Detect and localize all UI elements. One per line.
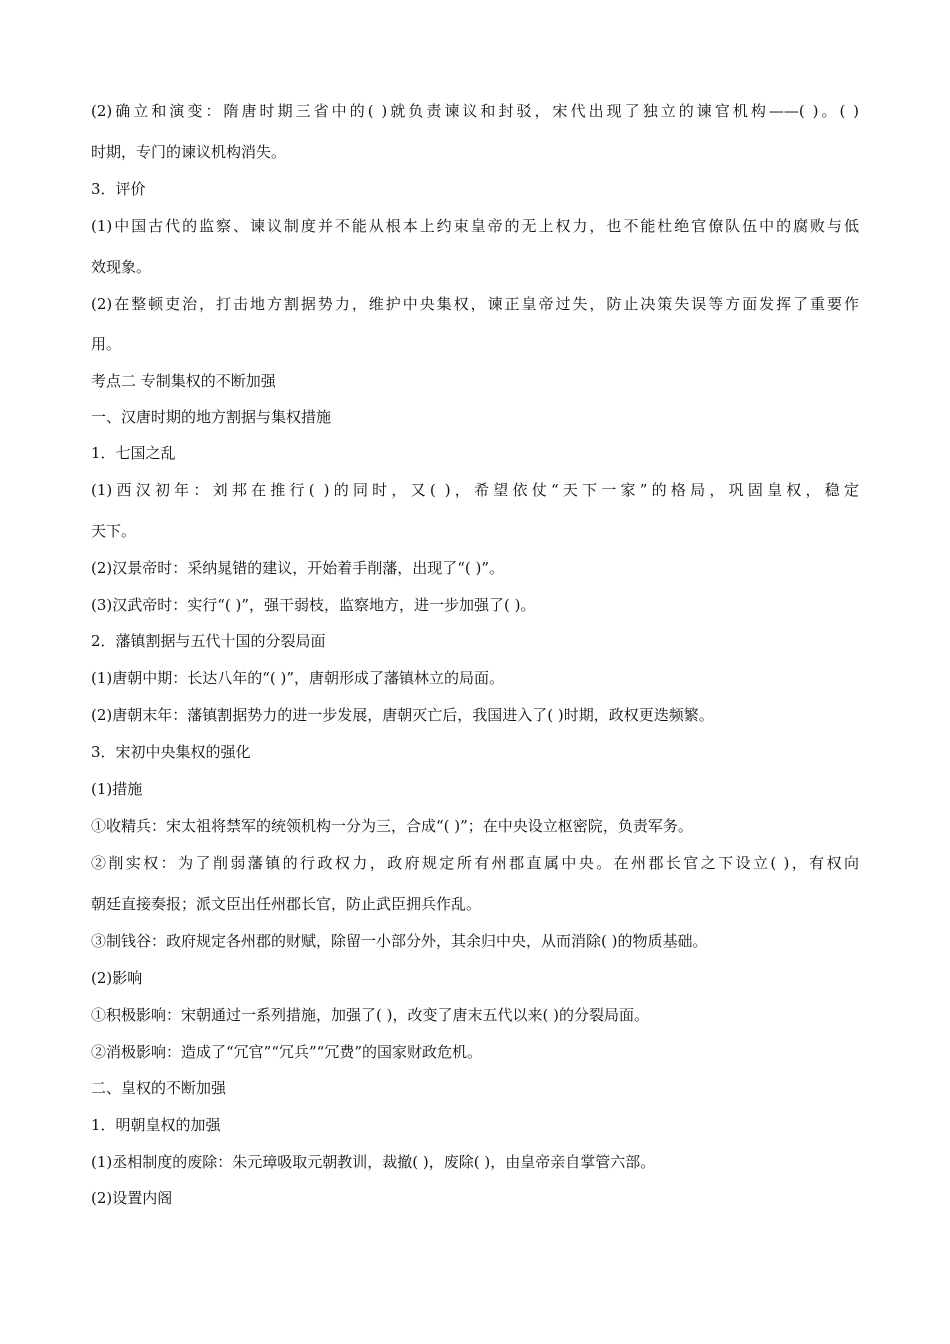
text-line: (1)中国古代的监察、谏议制度并不能从根本上约束皇帝的无上权力，也不能杜绝官僚队伍中的腐败与低	[91, 217, 859, 235]
text-line: 用。	[91, 335, 122, 353]
text-line: ③制钱谷：政府规定各州郡的财赋，除留一小部分外，其余归中央，从而消除( )的物质基础。	[91, 932, 708, 950]
text-line: (1)丞相制度的废除：朱元璋吸取元朝教训，裁撤( )，废除( )，由皇帝亲自掌管六部。	[91, 1153, 656, 1171]
text-line: ②削实权：为了削弱藩镇的行政权力，政府规定所有州郡直属中央。在州郡长官之下设立( )，有权向	[91, 854, 859, 872]
text-line: (1)西汉初年：刘邦在推行( )的同时，又( )，希望依仗“天下一家”的格局，巩固皇权，稳定	[91, 481, 859, 499]
text-line: (1)唐朝中期：长达八年的“( )”，唐朝形成了藩镇林立的局面。	[91, 669, 505, 687]
text-line: 1．明朝皇权的加强	[91, 1116, 221, 1134]
text-line: (2)汉景帝时：采纳晁错的建议，开始着手削藩，出现了“( )”。	[91, 559, 505, 577]
section-heading: 考点二 专制集权的不断加强	[91, 372, 276, 390]
text-line: (2)在整顿吏治，打击地方割据势力，维护中央集权，谏正皇帝过失，防止决策失误等方面发挥了重要作	[91, 295, 859, 313]
text-line: (2)唐朝末年：藩镇割据势力的进一步发展，唐朝灭亡后，我国进入了( )时期，政权更迭频繁。	[91, 706, 714, 724]
text-line: ①收精兵：宋太祖将禁军的统领机构一分为三，合成“( )”；在中央设立枢密院，负责军务。	[91, 817, 693, 835]
subsection-heading: 二、皇权的不断加强	[91, 1079, 227, 1097]
text-line: 2．藩镇割据与五代十国的分裂局面	[91, 632, 326, 650]
text-line: (2)影响	[91, 969, 143, 987]
text-line: 3．评价	[91, 180, 146, 198]
text-line: ②消极影响：造成了“冗官”“冗兵”“冗费”的国家财政危机。	[91, 1043, 483, 1061]
text-line: 1．七国之乱	[91, 444, 176, 462]
text-line: 天下。	[91, 522, 137, 540]
subsection-heading: 一、汉唐时期的地方割据与集权措施	[91, 408, 332, 426]
text-line: 效现象。	[91, 258, 152, 276]
text-line: (3)汉武帝时：实行“( )”，强干弱枝，监察地方，进一步加强了( )。	[91, 596, 536, 614]
text-line: (1)措施	[91, 780, 143, 798]
text-line: 3．宋初中央集权的强化	[91, 743, 251, 761]
text-line: (2)确立和演变：隋唐时期三省中的( )就负责谏议和封驳，宋代出现了独立的谏官机构——( )。( )	[91, 102, 859, 120]
text-line: ①积极影响：宋朝通过一系列措施，加强了( )，改变了唐末五代以来( )的分裂局面。	[91, 1006, 649, 1024]
text-line: 朝廷直接奏报；派文臣出任州郡长官，防止武臣拥兵作乱。	[91, 895, 482, 913]
text-line: (2)设置内阁	[91, 1189, 173, 1207]
text-line: 时期，专门的谏议机构消失。	[91, 143, 287, 161]
